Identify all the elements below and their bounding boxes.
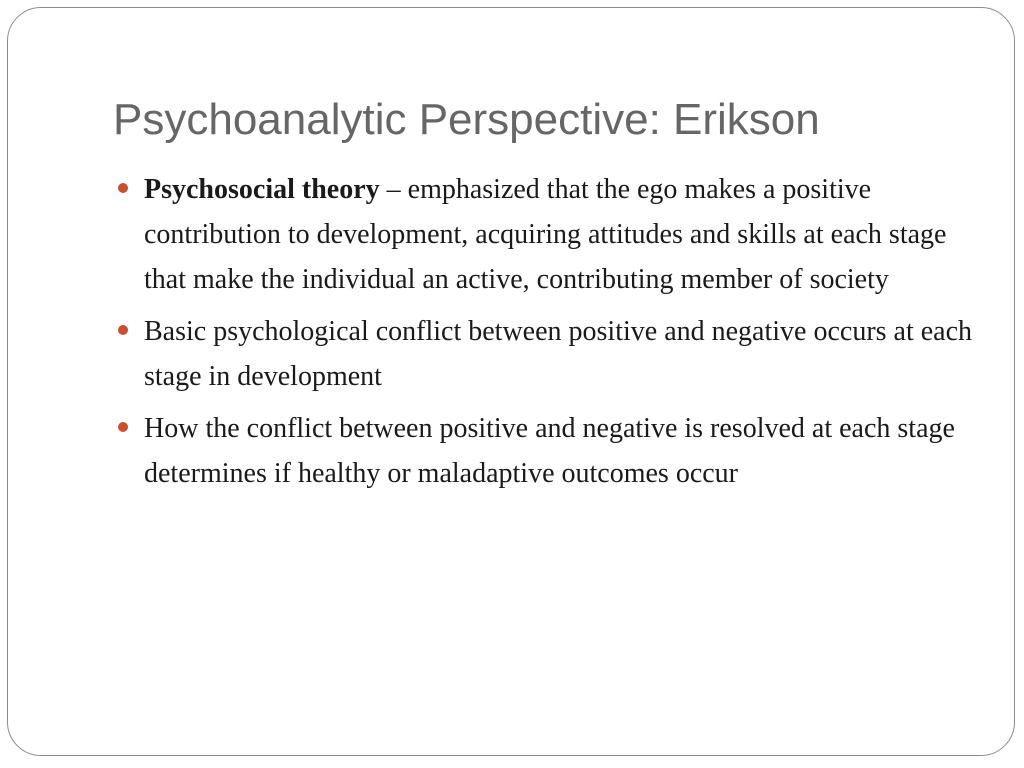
slide-title: Psychoanalytic Perspective: Erikson [113,95,820,144]
bullet-text: How the conflict between positive and negative is resolved at each stage determines if healthy or maladaptive outcomes occur [144,413,955,489]
bullet-dot-icon [118,325,128,335]
bullet-item [144,406,974,496]
bullet-list [144,167,974,503]
bullet-text: Basic psychological conflict between positive and negative occurs at each stage in development [144,316,973,392]
bullet-text: – emphasized that the ego makes a positive contribution to development, acquiring attitudes and skills at each stage that make the individual an active, contributing member of society [144,174,947,295]
bullet-item [144,167,974,302]
bullet-item [144,309,974,399]
bullet-dot-icon [118,422,128,432]
bullet-dot-icon [118,183,128,193]
bullet-term: Psychosocial theory [144,174,380,205]
